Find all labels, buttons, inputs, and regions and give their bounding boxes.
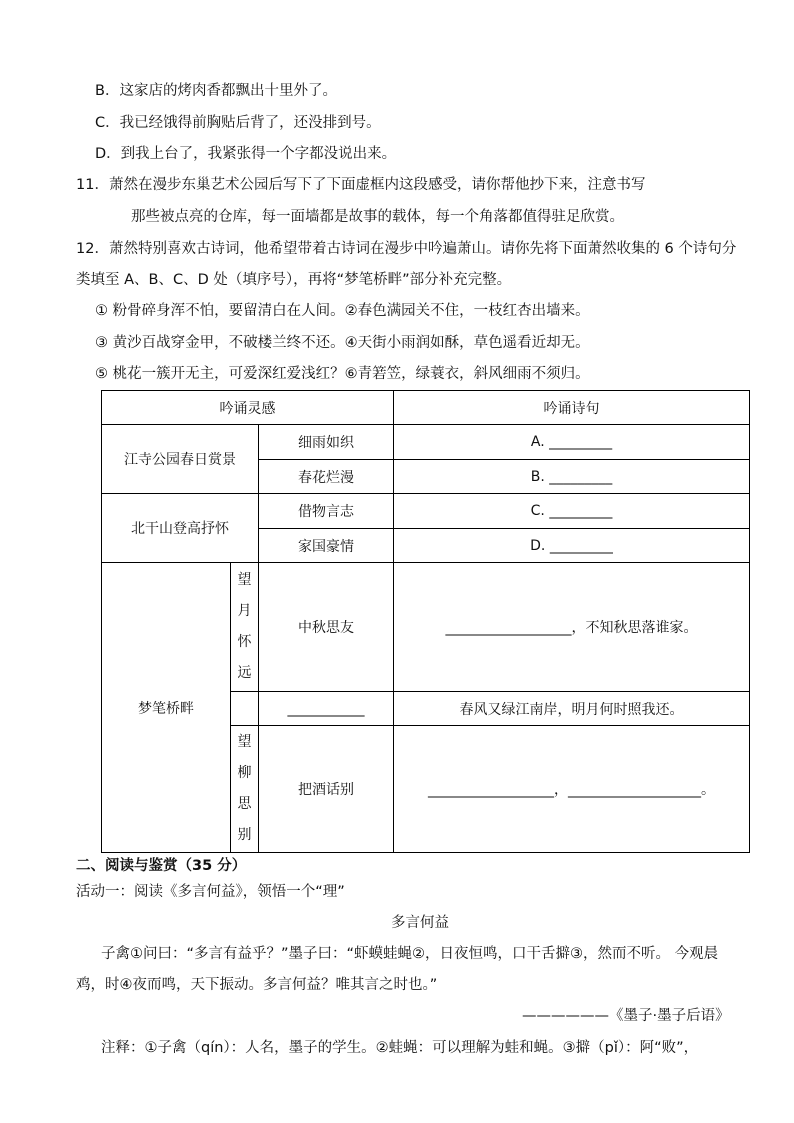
table-header-inspiration: 吟诵灵感 [102,391,394,425]
answer-c: C. _________ [394,494,750,529]
subgroup-willow-char: 望 [237,734,252,750]
empty-cell [231,692,259,726]
theme-mid-autumn: 中秋思友 [259,563,394,692]
option-d: D．到我上台了，我紧张得一个字都没说出来。 [95,146,397,162]
poem-table [101,390,750,853]
theme-blank: ___________ [259,692,394,726]
q12-prompt-line2: 类填至 A、B、C、D 处（填序号），再将“梦笔桥畔”部分补充完整。 [76,272,512,288]
text-source: ——————《墨子·墨子后语》 [522,1008,730,1024]
answer-farewell: __________________，___________________。 [394,726,750,853]
annotation-notes: 注释：①子禽（qín）：人名，墨子的学生。②蛙蝇：可以理解为蛙和蝇。③擗（pǐ）：阿“败”， [101,1040,699,1056]
group-jiangsi-park: 江寺公园春日赏景 [102,425,259,494]
subgroup-willow [231,726,259,853]
subgroup-willow-char: 柳 [237,765,252,781]
subgroup-moon-char: 怀 [237,634,252,650]
poem-line-1: ① 粉骨碎身浑不怕，要留清白在人间。②春色满园关不住，一枝红杏出墙来。 [95,303,590,319]
option-b: B．这家店的烤肉香都飘出十里外了。 [95,83,337,99]
table-header-poems: 吟诵诗句 [394,391,750,425]
subgroup-willow-char: 别 [237,827,252,843]
text-para-2: 鸡，时④夜而鸣，天下振动。多言何益？唯其言之时也。” [76,977,438,993]
theme-patriotism: 家国豪情 [259,529,394,563]
theme-aspiration: 借物言志 [259,494,394,529]
group-beigan-mountain: 北干山登高抒怀 [102,494,259,563]
poem-line-2: ③ 黄沙百战穿金甲，不破楼兰终不还。④天街小雨润如酥，草色遥看近却无。 [95,335,590,351]
theme-farewell: 把酒话别 [259,726,394,853]
text-title: 多言何益 [391,915,449,931]
q11-passage: 那些被点亮的仓库，每一面墙都是故事的载体，每一个角落都值得驻足欣赏。 [131,209,624,225]
answer-b: B. _________ [394,460,750,494]
option-c: C．我已经饿得前胸贴后背了，还没排到号。 [95,115,381,131]
subgroup-willow-char: 思 [237,796,252,812]
subgroup-moon-char: 远 [237,665,252,681]
section2-heading: 二、阅读与鉴赏（35 分） [76,858,247,874]
answer-d: D. _________ [394,529,750,563]
subgroup-moon-char: 望 [237,572,252,588]
answer-a: A. _________ [394,425,750,460]
answer-spring-wind: 春风又绿江南岸，明月何时照我还。 [394,692,750,726]
subgroup-moon-char: 月 [237,603,252,619]
subgroup-moon [231,563,259,692]
theme-drizzle: 细雨如织 [259,425,394,460]
text-para-1: 子禽①问曰：“多言有益乎？”墨子曰：“虾蟆蛙蝇②，日夜恒鸣，口干舌擗③，然而不听。 今观晨 [101,946,719,962]
activity-title: 活动一：阅读《多言何益》，领悟一个“理” [76,884,345,900]
theme-spring-flowers: 春花烂漫 [259,460,394,494]
group-mengbi-bridge: 梦笔桥畔 [102,563,231,853]
q12-prompt-line1: 12．萧然特别喜欢古诗词，他希望带着古诗词在漫步中吟遍萧山。请你先将下面萧然收集的 6 个诗句分 [76,241,737,257]
q11-prompt: 11．萧然在漫步东巢艺术公园后写下了下面虚框内这段感受，请你帮他抄下来，注意书写 [76,177,646,193]
poem-line-3: ⑤ 桃花一簇开无主，可爱深红爱浅红？⑥青箬笠，绿蓑衣，斜风细雨不须归。 [95,366,590,382]
answer-mid-autumn: __________________，不知秋思落谁家。 [394,563,750,692]
